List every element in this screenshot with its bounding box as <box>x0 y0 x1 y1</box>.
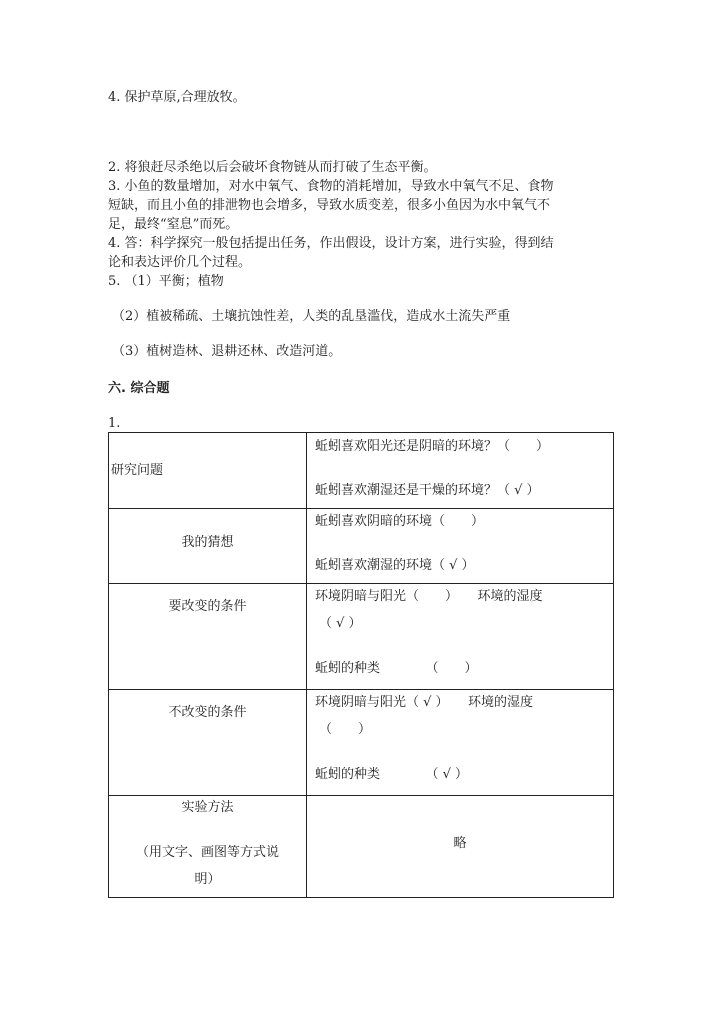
cell-text: 环境阴暗与阳光（ ） 环境的湿度 <box>315 589 543 604</box>
cell-text: 蚯蚓喜欢阴暗的环境（ ） <box>315 514 485 529</box>
row-label-cell <box>109 796 307 898</box>
row-label-cell <box>109 433 307 509</box>
table-row <box>109 690 614 796</box>
cell-text: （ √ ） <box>319 616 362 631</box>
cell-text: （ ） <box>319 722 372 737</box>
row-value-cell <box>307 796 614 898</box>
cell-text: 蚯蚓喜欢潮湿的环境（ √ ） <box>315 558 475 573</box>
answer-line: 2. 将狼赶尽杀绝以后会破坏食物链从而打破了生态平衡。 <box>108 160 437 175</box>
table-row <box>109 509 614 584</box>
cell-text: 蚯蚓喜欢潮湿还是干燥的环境？（ √ ） <box>315 483 540 498</box>
question-number: 1. <box>108 416 121 431</box>
row-label: 实验方法 <box>181 800 234 815</box>
cell-text: 略 <box>453 836 467 851</box>
row-label: 不改变的条件 <box>168 705 247 720</box>
answer-line: 3. 小鱼的数量增加，对水中氧气、食物的消耗增加，导致水中氧气不足、食物 <box>108 179 554 194</box>
table-row <box>109 584 614 690</box>
row-label-cell <box>109 690 307 796</box>
row-value-cell <box>307 584 614 690</box>
row-label: 我的猜想 <box>181 535 234 550</box>
row-value-cell <box>307 433 614 509</box>
answer-line: （2）植被稀疏、土壤抗蚀性差，人类的乱垦滥伐，造成水土流失严重 <box>112 309 511 324</box>
row-label: 研究问题 <box>111 463 164 478</box>
cell-text: 环境阴暗与阳光（ √ ） 环境的湿度 <box>315 695 534 710</box>
row-label: 明） <box>194 872 221 887</box>
row-label-cell <box>109 509 307 584</box>
row-value-cell <box>307 690 614 796</box>
section-heading: 六. 综合题 <box>108 381 170 396</box>
answer-line: 4. 答：科学探究一般包括提出任务，作出假设，设计方案，进行实验，得到结 <box>108 236 554 251</box>
answer-line: 4. 保护草原,合理放牧。 <box>108 90 246 105</box>
answer-line: 5. （1）平衡；植物 <box>108 274 224 289</box>
answer-line: （3）植树造林、退耕还林、改造河道。 <box>112 344 342 359</box>
answer-line: 论和表达评价几个过程。 <box>108 255 252 270</box>
experiment-table <box>108 432 614 898</box>
answer-line: 短缺，而且小鱼的排泄物也会增多，导致水质变差，很多小鱼因为水中氧气不 <box>108 198 551 213</box>
row-label: （用文字、画图等方式说 <box>135 845 279 860</box>
row-label: 要改变的条件 <box>168 599 247 614</box>
row-value-cell <box>307 509 614 584</box>
row-label-cell <box>109 584 307 690</box>
table-row <box>109 796 614 898</box>
table-row <box>109 433 614 509</box>
cell-text: 蚯蚓的种类 （ √ ） <box>315 767 469 782</box>
cell-text: 蚯蚓喜欢阳光还是阴暗的环境？（ ） <box>315 439 550 454</box>
answer-line: 足，最终“窒息”而死。 <box>108 217 239 232</box>
cell-text: 蚯蚓的种类 （ ） <box>315 661 478 676</box>
